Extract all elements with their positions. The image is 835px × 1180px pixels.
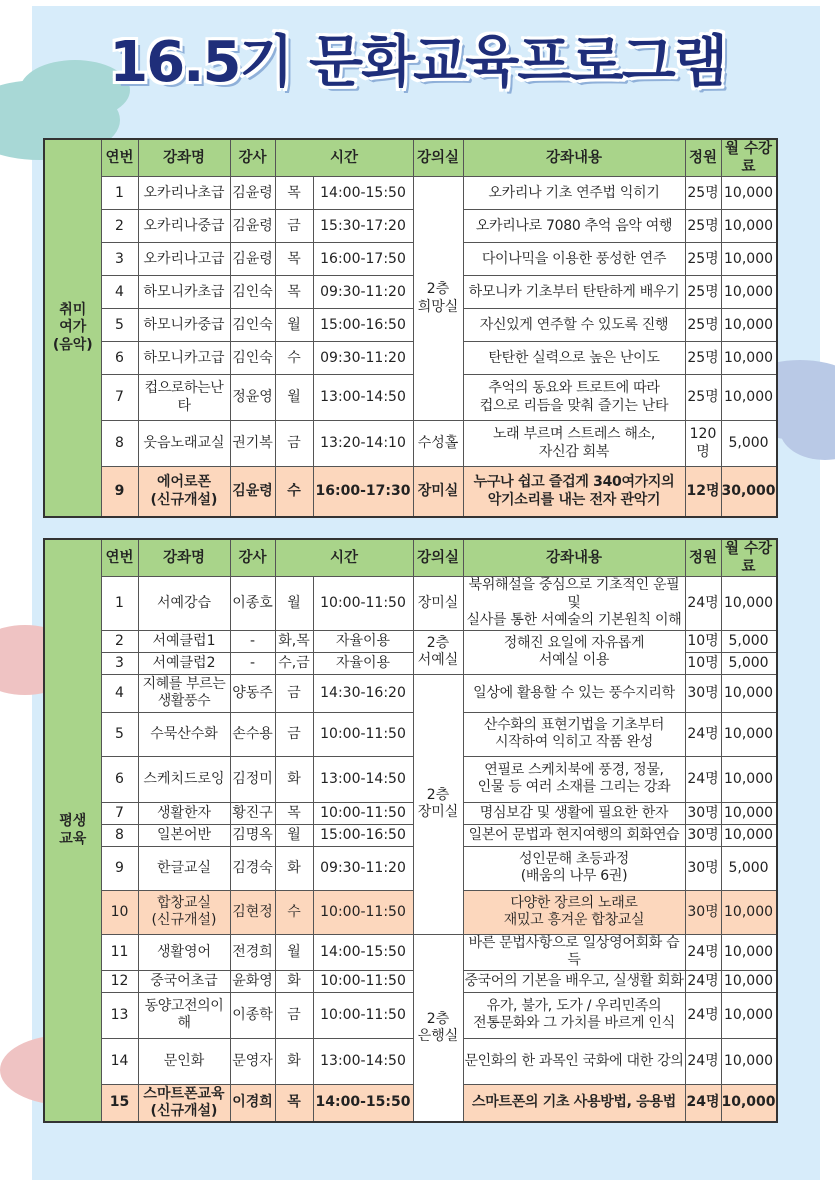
course-content: 정해진 요일에 자유롭게 서예실 이용 — [463, 630, 685, 674]
class-time: 09:30-11:20 — [313, 276, 413, 309]
monthly-fee: 30,000 — [721, 467, 777, 517]
capacity: 25명 — [685, 243, 721, 276]
course-name: 문인화 — [138, 1038, 230, 1084]
row-number: 12 — [101, 970, 138, 992]
class-time: 16:00-17:50 — [313, 243, 413, 276]
class-day: 월 — [275, 309, 313, 342]
row-number: 2 — [101, 630, 138, 652]
course-content: 중국어의 기본을 배우고, 실생활 회화 — [463, 970, 685, 992]
class-time: 14:00-15:50 — [313, 177, 413, 210]
column-header: 시간 — [275, 539, 413, 577]
class-time: 10:00-11:50 — [313, 970, 413, 992]
course-name: 하모니카고급 — [138, 342, 230, 375]
column-header: 정원 — [685, 139, 721, 177]
table-header-row — [44, 139, 777, 177]
capacity: 120명 — [685, 421, 721, 467]
instructor-name: 이경희 — [230, 1084, 275, 1122]
course-name: 오카리나중급 — [138, 210, 230, 243]
class-time: 15:00-16:50 — [313, 309, 413, 342]
course-content: 바른 문법사항으로 일상영어회화 습득 — [463, 934, 685, 970]
class-day: 수 — [275, 890, 313, 934]
monthly-fee: 10,000 — [721, 824, 777, 846]
monthly-fee: 10,000 — [721, 309, 777, 342]
capacity: 24명 — [685, 1038, 721, 1084]
course-name: 생활영어 — [138, 934, 230, 970]
monthly-fee: 10,000 — [721, 210, 777, 243]
course-content: 산수화의 표현기법을 기초부터 시작하여 익히고 작품 완성 — [463, 712, 685, 756]
capacity: 24명 — [685, 934, 721, 970]
course-name: 지혜를 부르는 생활풍수 — [138, 674, 230, 712]
course-name: 오카리나고급 — [138, 243, 230, 276]
course-name: 하모니카초급 — [138, 276, 230, 309]
row-number: 11 — [101, 934, 138, 970]
course-content: 다이나믹을 이용한 풍성한 연주 — [463, 243, 685, 276]
row-number: 13 — [101, 992, 138, 1038]
class-day: 목 — [275, 1084, 313, 1122]
monthly-fee: 10,000 — [721, 934, 777, 970]
row-number: 15 — [101, 1084, 138, 1122]
class-day: 목 — [275, 243, 313, 276]
course-content: 연필로 스케치북에 풍경, 정물, 인물 등 여러 소재를 그리는 강좌 — [463, 756, 685, 802]
column-header: 강사 — [230, 139, 275, 177]
column-header: 강좌내용 — [463, 539, 685, 577]
class-time: 09:30-11:20 — [313, 342, 413, 375]
row-number: 8 — [101, 421, 138, 467]
monthly-fee: 10,000 — [721, 1084, 777, 1122]
course-content: 오카리나로 7080 추억 음악 여행 — [463, 210, 685, 243]
course-content: 문인화의 한 과목인 국화에 대한 강의 — [463, 1038, 685, 1084]
row-number: 3 — [101, 243, 138, 276]
row-number: 8 — [101, 824, 138, 846]
course-content: 하모니카 기초부터 탄탄하게 배우기 — [463, 276, 685, 309]
table-row — [44, 467, 777, 517]
monthly-fee: 5,000 — [721, 846, 777, 890]
course-content: 성인문해 초등과정 (배움의 나무 6권) — [463, 846, 685, 890]
column-header: 강좌내용 — [463, 139, 685, 177]
category-label: 취미 여가 (음악) — [44, 139, 101, 517]
class-time: 자율이용 — [313, 630, 413, 652]
table-row — [44, 577, 777, 631]
classroom: 수성홀 — [413, 421, 463, 467]
capacity: 24명 — [685, 712, 721, 756]
table-row — [44, 712, 777, 756]
class-time: 15:30-17:20 — [313, 210, 413, 243]
row-number: 9 — [101, 467, 138, 517]
table-row — [44, 421, 777, 467]
course-name: 동양고전의이해 — [138, 992, 230, 1038]
class-time: 10:00-11:50 — [313, 802, 413, 824]
course-content: 명심보감 및 생활에 필요한 한자 — [463, 802, 685, 824]
class-day: 월 — [275, 375, 313, 421]
row-number: 6 — [101, 756, 138, 802]
course-name: 컵으로하는난타 — [138, 375, 230, 421]
column-header: 정원 — [685, 539, 721, 577]
class-day: 금 — [275, 210, 313, 243]
class-time: 10:00-11:50 — [313, 712, 413, 756]
row-number: 7 — [101, 375, 138, 421]
course-content: 다양한 장르의 노래로 재밌고 흥겨운 합창교실 — [463, 890, 685, 934]
table-row — [44, 276, 777, 309]
row-number: 6 — [101, 342, 138, 375]
column-header: 강의실 — [413, 139, 463, 177]
capacity: 24명 — [685, 970, 721, 992]
instructor-name: 김현정 — [230, 890, 275, 934]
column-header: 월 수강료 — [721, 539, 777, 577]
capacity: 10명 — [685, 652, 721, 674]
page-title: 16.5기 문화교육프로그램 — [109, 30, 726, 95]
monthly-fee: 10,000 — [721, 177, 777, 210]
course-name: 서예강습 — [138, 577, 230, 631]
monthly-fee: 5,000 — [721, 652, 777, 674]
instructor-name: 문영자 — [230, 1038, 275, 1084]
monthly-fee: 10,000 — [721, 276, 777, 309]
course-name: 오카리나초급 — [138, 177, 230, 210]
course-content: 스마트폰의 기초 사용방법, 응용법 — [463, 1084, 685, 1122]
class-time: 09:30-11:20 — [313, 846, 413, 890]
instructor-name: 황진구 — [230, 802, 275, 824]
table-row — [44, 992, 777, 1038]
class-day: 금 — [275, 712, 313, 756]
instructor-name: 정윤영 — [230, 375, 275, 421]
course-content: 유가, 불가, 도가 / 우리민족의 전통문화와 그 가치를 바르게 인식 — [463, 992, 685, 1038]
table-row — [44, 934, 777, 970]
class-day: 월 — [275, 934, 313, 970]
column-header: 강사 — [230, 539, 275, 577]
monthly-fee: 10,000 — [721, 712, 777, 756]
column-header: 월 수강료 — [721, 139, 777, 177]
course-name: 에어로폰 (신규개설) — [138, 467, 230, 517]
class-day: 화 — [275, 846, 313, 890]
row-number: 5 — [101, 309, 138, 342]
table-row — [44, 210, 777, 243]
classroom: 장미실 — [413, 577, 463, 631]
capacity: 30명 — [685, 674, 721, 712]
capacity: 24명 — [685, 1084, 721, 1122]
monthly-fee: 10,000 — [721, 375, 777, 421]
instructor-name: 김윤령 — [230, 177, 275, 210]
capacity: 30명 — [685, 846, 721, 890]
monthly-fee: 5,000 — [721, 421, 777, 467]
table-row — [44, 846, 777, 890]
table-row — [44, 970, 777, 992]
class-time: 10:00-11:50 — [313, 992, 413, 1038]
capacity: 25명 — [685, 177, 721, 210]
lifelong-education-table — [43, 538, 778, 1123]
monthly-fee: 10,000 — [721, 243, 777, 276]
row-number: 14 — [101, 1038, 138, 1084]
course-name: 스케치드로잉 — [138, 756, 230, 802]
capacity: 10명 — [685, 630, 721, 652]
hobby-program-table — [43, 138, 778, 518]
class-day: 목 — [275, 177, 313, 210]
table-row — [44, 1038, 777, 1084]
course-content: 노래 부르며 스트레스 해소, 자신감 회복 — [463, 421, 685, 467]
monthly-fee: 5,000 — [721, 630, 777, 652]
class-time: 13:00-14:50 — [313, 375, 413, 421]
course-name: 수묵산수화 — [138, 712, 230, 756]
course-name: 중국어초급 — [138, 970, 230, 992]
table-header-row — [44, 539, 777, 577]
instructor-name: - — [230, 630, 275, 652]
class-time: 10:00-11:50 — [313, 577, 413, 631]
capacity: 24명 — [685, 756, 721, 802]
instructor-name: 전경희 — [230, 934, 275, 970]
class-day: 화 — [275, 970, 313, 992]
class-day: 수 — [275, 342, 313, 375]
monthly-fee: 10,000 — [721, 802, 777, 824]
monthly-fee: 10,000 — [721, 992, 777, 1038]
course-content: 일본어 문법과 현지여행의 회화연습 — [463, 824, 685, 846]
monthly-fee: 10,000 — [721, 342, 777, 375]
instructor-name: 김윤령 — [230, 467, 275, 517]
table-row — [44, 824, 777, 846]
capacity: 24명 — [685, 577, 721, 631]
class-day: 화 — [275, 756, 313, 802]
monthly-fee: 10,000 — [721, 890, 777, 934]
table-row — [44, 802, 777, 824]
table-row — [44, 890, 777, 934]
capacity: 24명 — [685, 992, 721, 1038]
row-number: 2 — [101, 210, 138, 243]
capacity: 30명 — [685, 890, 721, 934]
instructor-name: 윤화영 — [230, 970, 275, 992]
instructor-name: 김명옥 — [230, 824, 275, 846]
course-name: 서예클럽2 — [138, 652, 230, 674]
class-day: 화,목 — [275, 630, 313, 652]
classroom: 장미실 — [413, 467, 463, 517]
column-header: 연번 — [101, 539, 138, 577]
course-content: 오카리나 기초 연주법 익히기 — [463, 177, 685, 210]
course-name: 일본어반 — [138, 824, 230, 846]
class-time: 10:00-11:50 — [313, 890, 413, 934]
classroom: 2층 희망실 — [413, 177, 463, 421]
row-number: 1 — [101, 577, 138, 631]
class-time: 13:00-14:50 — [313, 1038, 413, 1084]
table-row — [44, 630, 777, 652]
capacity: 12명 — [685, 467, 721, 517]
column-header: 강좌명 — [138, 139, 230, 177]
instructor-name: 김윤령 — [230, 243, 275, 276]
class-time: 14:30-16:20 — [313, 674, 413, 712]
monthly-fee: 10,000 — [721, 674, 777, 712]
capacity: 25명 — [685, 210, 721, 243]
column-header: 강의실 — [413, 539, 463, 577]
table-row — [44, 342, 777, 375]
table-row — [44, 674, 777, 712]
class-time: 자율이용 — [313, 652, 413, 674]
course-content: 추억의 동요와 트로트에 따라 컵으로 리듬을 맞춰 즐기는 난타 — [463, 375, 685, 421]
row-number: 3 — [101, 652, 138, 674]
course-content: 누구나 쉽고 즐겁게 340여가지의 악기소리를 내는 전자 관악기 — [463, 467, 685, 517]
class-time: 14:00-15:50 — [313, 1084, 413, 1122]
table-row — [44, 1084, 777, 1122]
capacity: 25명 — [685, 342, 721, 375]
instructor-name: 김인숙 — [230, 276, 275, 309]
capacity: 25명 — [685, 276, 721, 309]
class-day: 월 — [275, 577, 313, 631]
capacity: 25명 — [685, 309, 721, 342]
row-number: 9 — [101, 846, 138, 890]
classroom: 2층 은행실 — [413, 934, 463, 1122]
class-day: 금 — [275, 674, 313, 712]
class-time: 16:00-17:30 — [313, 467, 413, 517]
class-day: 금 — [275, 992, 313, 1038]
class-day: 수 — [275, 467, 313, 517]
monthly-fee: 10,000 — [721, 756, 777, 802]
class-day: 목 — [275, 276, 313, 309]
instructor-name: 손수용 — [230, 712, 275, 756]
instructor-name: 김인숙 — [230, 309, 275, 342]
course-name: 스마트폰교육 (신규개설) — [138, 1084, 230, 1122]
table-row — [44, 177, 777, 210]
row-number: 10 — [101, 890, 138, 934]
course-content: 일상에 활용할 수 있는 풍수지리학 — [463, 674, 685, 712]
course-content: 탄탄한 실력으로 높은 난이도 — [463, 342, 685, 375]
monthly-fee: 10,000 — [721, 970, 777, 992]
course-content: 자신있게 연주할 수 있도록 진행 — [463, 309, 685, 342]
column-header: 강좌명 — [138, 539, 230, 577]
column-header: 시간 — [275, 139, 413, 177]
class-day: 수,금 — [275, 652, 313, 674]
classroom: 2층 장미실 — [413, 674, 463, 934]
classroom: 2층 서예실 — [413, 630, 463, 674]
monthly-fee: 10,000 — [721, 1038, 777, 1084]
instructor-name: 김인숙 — [230, 342, 275, 375]
instructor-name: 이종호 — [230, 577, 275, 631]
monthly-fee: 10,000 — [721, 577, 777, 631]
class-time: 13:20-14:10 — [313, 421, 413, 467]
class-day: 목 — [275, 802, 313, 824]
column-header: 연번 — [101, 139, 138, 177]
class-day: 금 — [275, 421, 313, 467]
capacity: 30명 — [685, 802, 721, 824]
capacity: 30명 — [685, 824, 721, 846]
capacity: 25명 — [685, 375, 721, 421]
class-day: 월 — [275, 824, 313, 846]
course-content: 북위해설을 중심으로 기초적인 운필 및 실사를 통한 서예술의 기본원칙 이해 — [463, 577, 685, 631]
instructor-name: 양동주 — [230, 674, 275, 712]
class-time: 15:00-16:50 — [313, 824, 413, 846]
instructor-name: - — [230, 652, 275, 674]
course-name: 서예클럽1 — [138, 630, 230, 652]
table-row — [44, 243, 777, 276]
row-number: 1 — [101, 177, 138, 210]
class-time: 13:00-14:50 — [313, 756, 413, 802]
class-day: 화 — [275, 1038, 313, 1084]
instructor-name: 권기복 — [230, 421, 275, 467]
table-row — [44, 309, 777, 342]
table-row — [44, 756, 777, 802]
course-name: 생활한자 — [138, 802, 230, 824]
row-number: 4 — [101, 276, 138, 309]
course-name: 한글교실 — [138, 846, 230, 890]
category-label: 평생 교육 — [44, 539, 101, 1122]
row-number: 7 — [101, 802, 138, 824]
instructor-name: 김윤령 — [230, 210, 275, 243]
course-name: 웃음노래교실 — [138, 421, 230, 467]
instructor-name: 김경숙 — [230, 846, 275, 890]
class-time: 14:00-15:50 — [313, 934, 413, 970]
instructor-name: 김정미 — [230, 756, 275, 802]
table-row — [44, 375, 777, 421]
instructor-name: 이종학 — [230, 992, 275, 1038]
course-name: 합창교실 (신규개설) — [138, 890, 230, 934]
course-name: 하모니카중급 — [138, 309, 230, 342]
row-number: 4 — [101, 674, 138, 712]
row-number: 5 — [101, 712, 138, 756]
